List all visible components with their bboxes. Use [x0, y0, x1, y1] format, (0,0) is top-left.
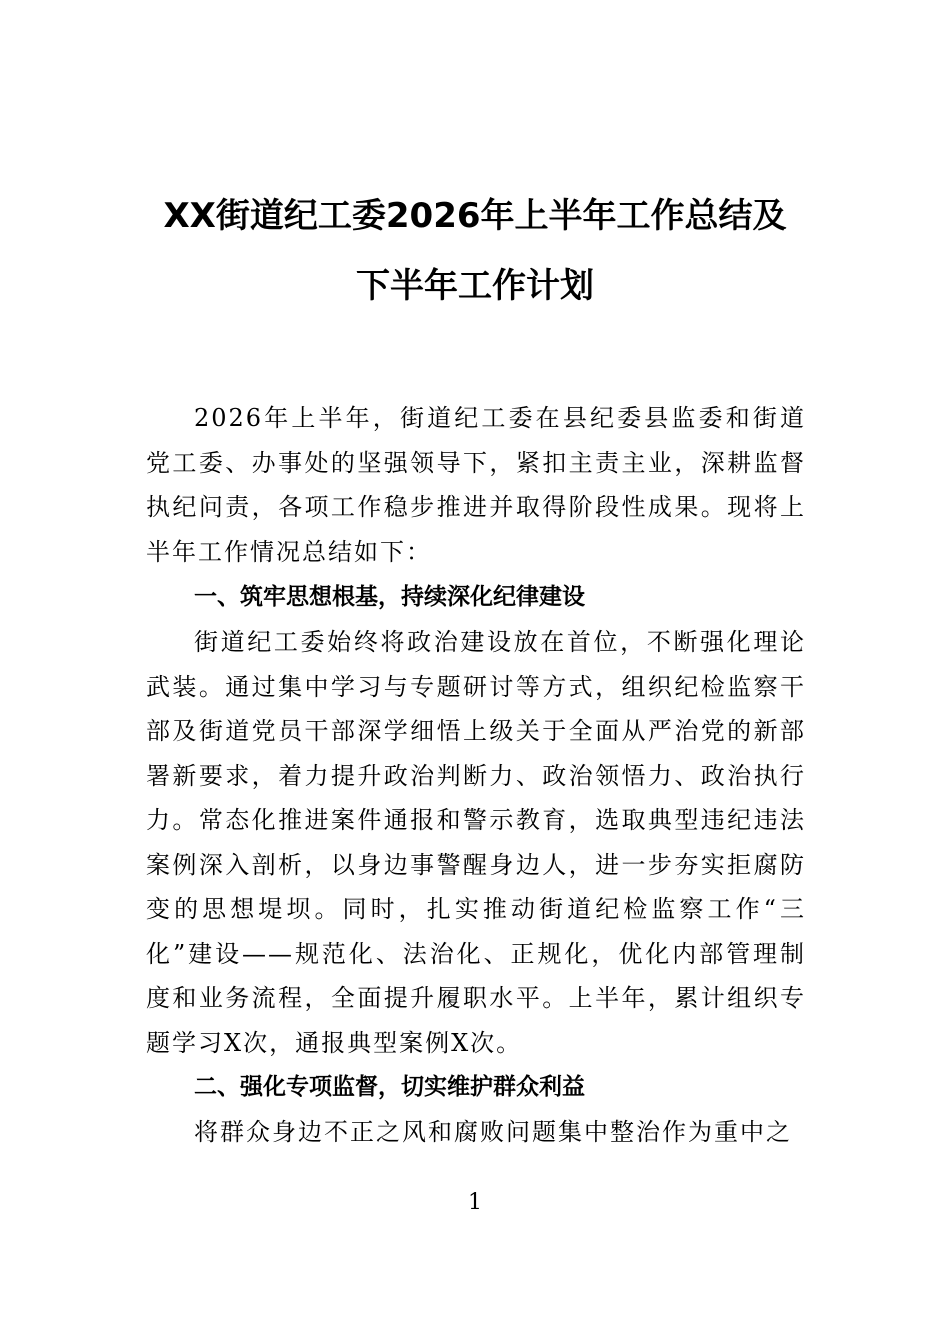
- section-1-paragraph: 街道纪工委始终将政治建设放在首位，不断强化理论武装。通过集中学习与专题研讨等方式，组织纪检监察干部及街道党员干部深学细悟上级关于全面从严治党的新部署新要求，着力提升政治判断力、政治领悟力、政治执行力。常态化推进案件通报和警示教育，选取典型违纪违法案例深入剖析，以身边事警醒身边人，进一步夯实拒腐防变的思想堤坝。同时，扎实推动街道纪检监察工作“三化”建设——规范化、法治化、正规化，优化内部管理制度和业务流程，全面提升履职水平。上半年，累计组织专题学习X次，通报典型案例X次。: [146, 628, 806, 1057]
- intro-paragraph: 2026年上半年，街道纪工委在县纪委县监委和街道党工委、办事处的坚强领导下，紧扣主责主业，深耕监督执纪问责，各项工作稳步推进并取得阶段性成果。现将上半年工作情况总结如下：: [146, 404, 806, 566]
- document-title-line-2: 下半年工作计划: [356, 266, 594, 306]
- section-heading-1: 一、筑牢思想根基，持续深化纪律建设: [194, 584, 585, 610]
- page-number: 1: [468, 1190, 482, 1215]
- section-heading-2: 二、强化专项监督，切实维护群众利益: [194, 1074, 585, 1100]
- document-title-line-1: XX街道纪工委2026年上半年工作总结及: [163, 196, 787, 236]
- section-2-paragraph: 将群众身边不正之风和腐败问题集中整治作为重中之: [194, 1118, 792, 1146]
- section-1-block: [146, 620, 806, 1065]
- section-2-block: [146, 1110, 806, 1154]
- intro-block: [146, 396, 806, 574]
